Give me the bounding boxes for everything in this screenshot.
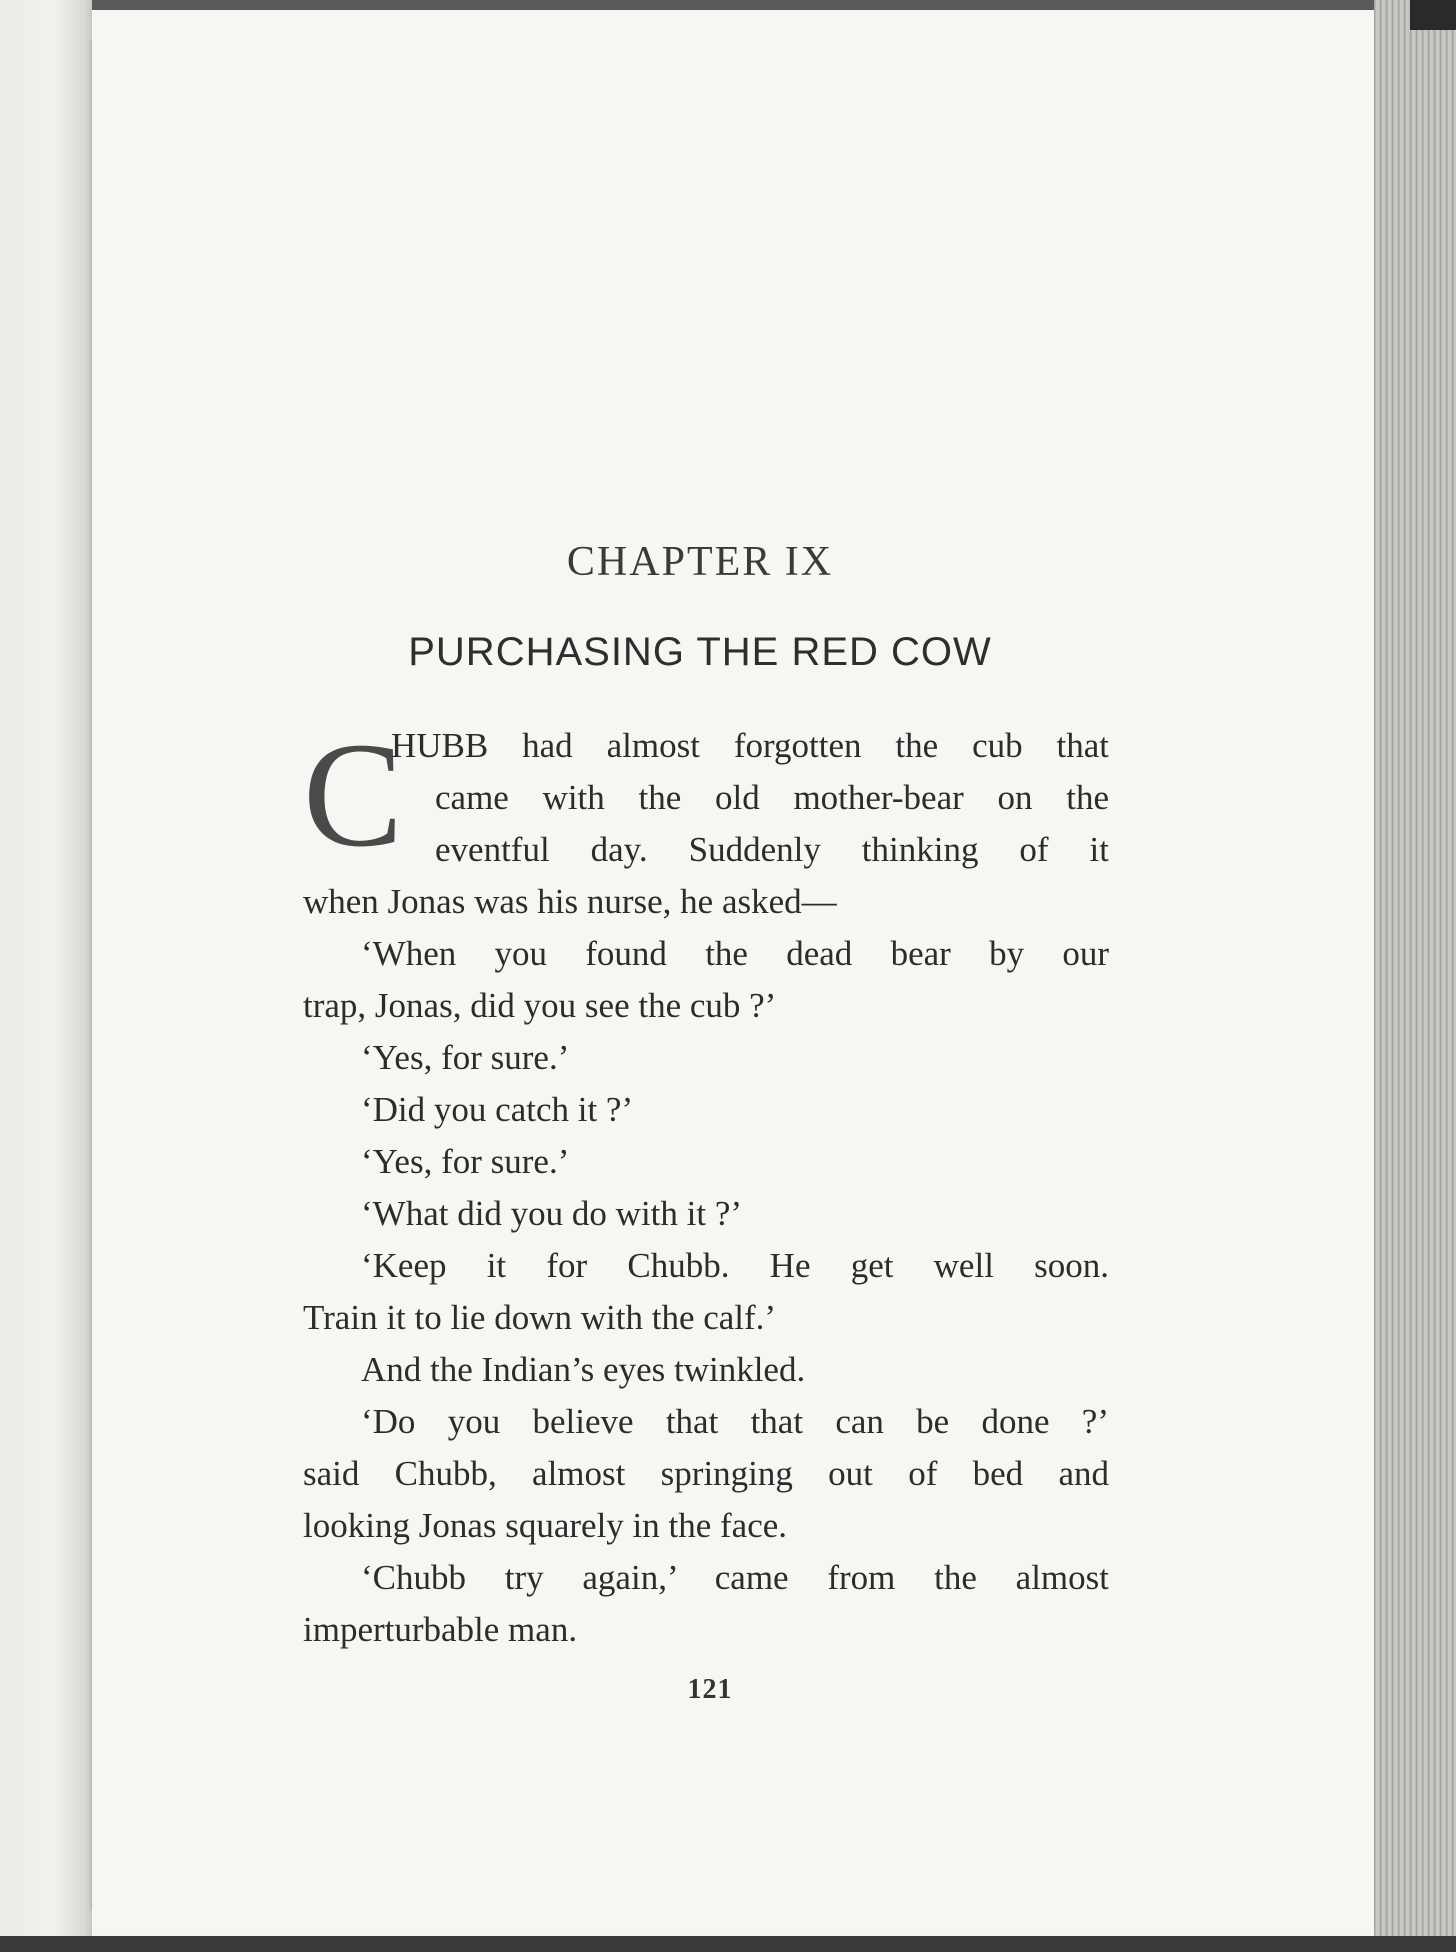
scan-top-border <box>0 0 1410 10</box>
text-line: ‘What did you do with it ?’ <box>361 1194 743 1233</box>
text-line: when Jonas was his nurse, he asked— <box>303 882 837 921</box>
text-line: ‘When you found the dead bear by our <box>361 934 1109 973</box>
text-line: HUBB had almost forgotten the cub that <box>391 726 1109 765</box>
text-line: trap, Jonas, did you see the cub ?’ <box>303 986 777 1025</box>
chapter-body <box>303 712 1109 1656</box>
text-line: eventful day. Suddenly thinking of it <box>435 830 1109 869</box>
text-line: looking Jonas squarely in the face. <box>303 1506 788 1545</box>
page-number: 121 <box>687 1674 733 1705</box>
text-line: ‘Did you catch it ?’ <box>361 1090 634 1129</box>
text-line: imperturbable man. <box>303 1610 578 1649</box>
text-line: ‘Yes, for sure.’ <box>361 1142 570 1181</box>
text-line: Train it to lie down with the calf.’ <box>303 1298 777 1337</box>
text-line: ‘Do you believe that that can be done ?’ <box>361 1402 1109 1441</box>
text-line: ‘Yes, for sure.’ <box>361 1038 570 1077</box>
scan-corner <box>1410 0 1456 30</box>
chapter-number: CHAPTER IX <box>566 539 834 585</box>
drop-cap: C <box>303 712 404 878</box>
chapter-title: PURCHASING THE RED COW <box>408 630 992 674</box>
text-line: said Chubb, almost springing out of bed and <box>303 1454 1109 1493</box>
text-line: And the Indian’s eyes twinkled. <box>361 1350 806 1389</box>
scan-bottom-border <box>0 1936 1456 1952</box>
text-line: ‘Keep it for Chubb. He get well soon. <box>361 1246 1109 1285</box>
book-gutter <box>0 0 92 1952</box>
page-edges <box>1374 0 1456 1952</box>
text-line: ‘Chubb try again,’ came from the almost <box>361 1558 1109 1597</box>
text-line: came with the old mother-bear on the <box>435 778 1109 817</box>
